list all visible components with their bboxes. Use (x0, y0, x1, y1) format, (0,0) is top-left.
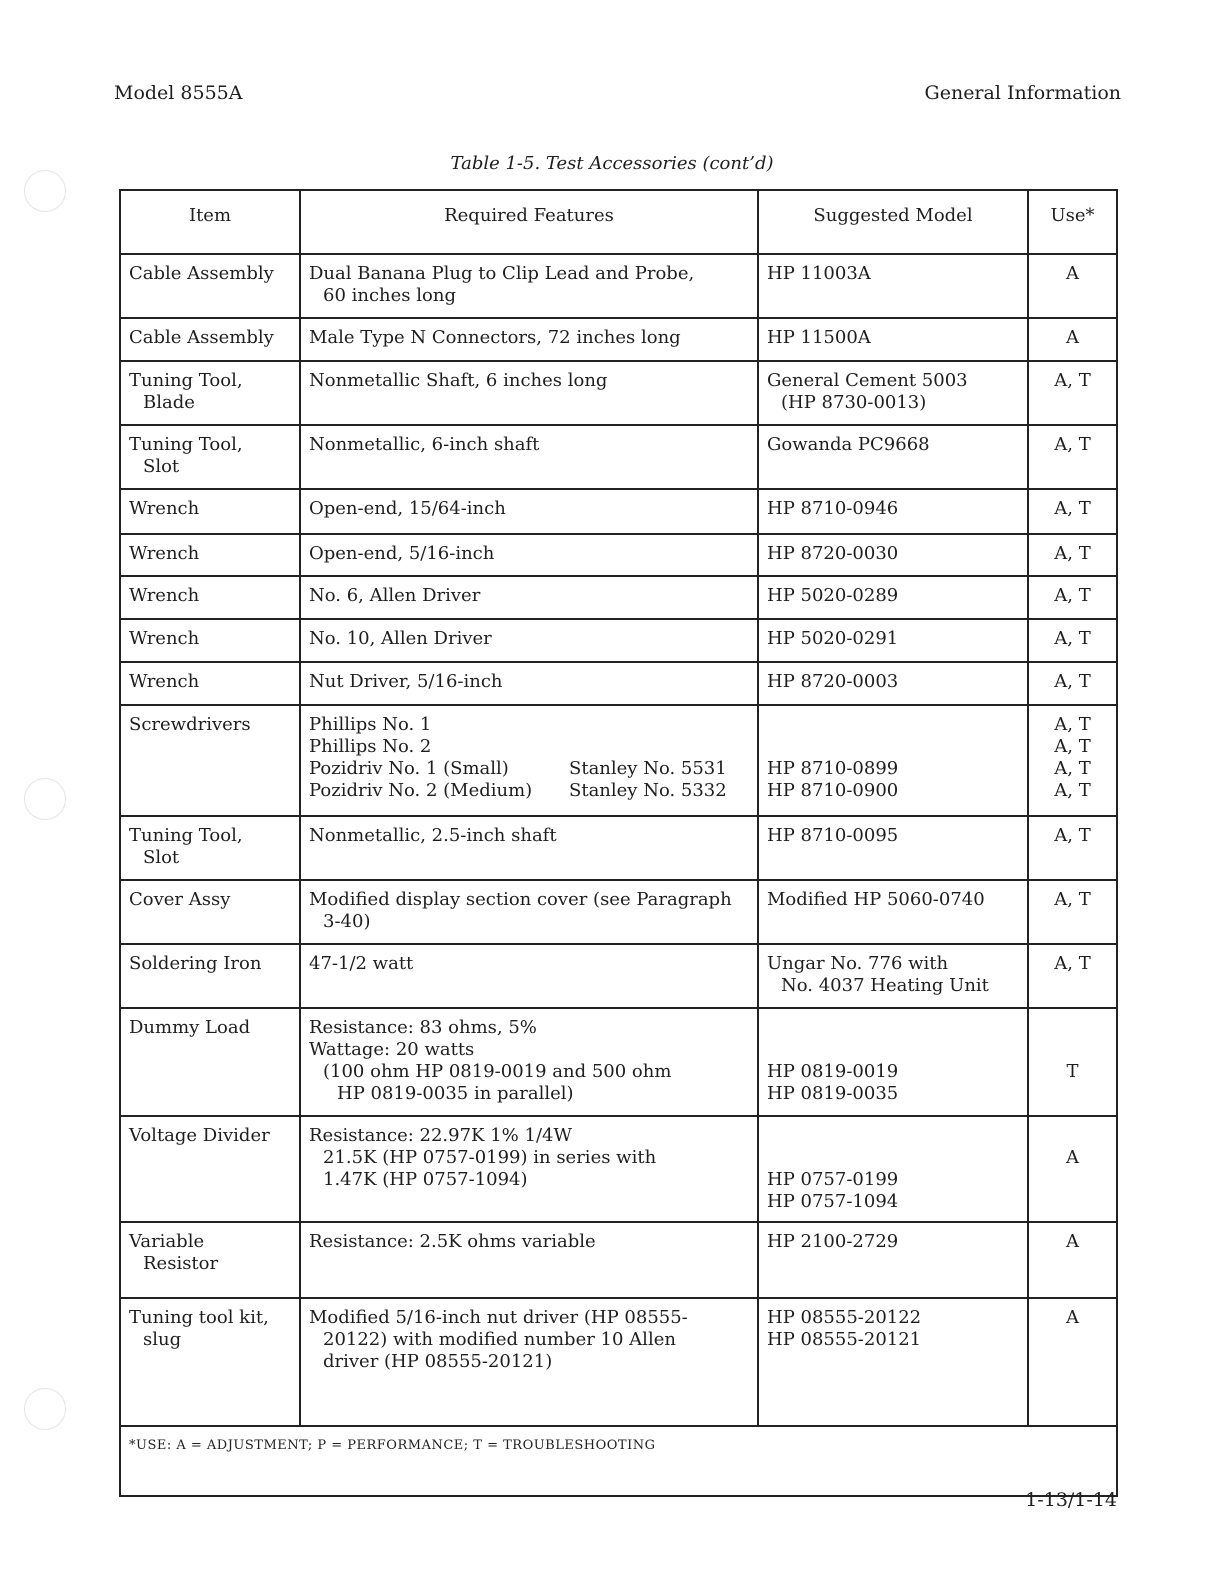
cell-line: Cable Assembly (129, 327, 274, 348)
cell-line: A, T (1054, 370, 1091, 391)
features-cell (300, 1008, 758, 1116)
use-cell (1028, 576, 1117, 619)
table-row (120, 489, 1117, 534)
features-cell (300, 619, 758, 662)
use-cell (1028, 534, 1117, 576)
item-cell (120, 534, 300, 576)
model-cell (758, 425, 1028, 489)
cell-line: A, T (1054, 671, 1091, 692)
cell-line: HP 11003A (767, 263, 871, 284)
item-cell (120, 662, 300, 705)
column-header-features: Required Features (300, 190, 758, 254)
cell-line: HP 08555-20122 (767, 1307, 922, 1328)
model-spacer (767, 1125, 1019, 1169)
use-cell (1028, 1298, 1117, 1426)
cell-line: Dummy Load (129, 1017, 251, 1038)
table-row (120, 705, 1117, 816)
cell-line: HP 2100-2729 (767, 1231, 899, 1252)
model-cell (758, 534, 1028, 576)
cell-line: A (1066, 263, 1079, 284)
cell-line: A (1066, 1147, 1079, 1168)
use-cell (1028, 705, 1117, 816)
cell-line: Modified 5/16-inch nut driver (HP 08555- (309, 1307, 688, 1328)
column-header-model: Suggested Model (758, 190, 1028, 254)
column-header-use: Use* (1028, 190, 1117, 254)
cell-line: Cable Assembly (129, 263, 274, 284)
table-row (120, 254, 1117, 318)
cell-line: HP 8720-0003 (767, 671, 899, 692)
table-row (120, 880, 1117, 944)
model-header: Model 8555A (114, 82, 243, 104)
table-body (120, 254, 1117, 1426)
cell-line: 21.5K (HP 0757-0199) in series with (323, 1147, 657, 1168)
cell-line: Variable (129, 1231, 205, 1252)
features-cell (300, 425, 758, 489)
cell-line: Wrench (129, 585, 200, 606)
cell-line: Wattage: 20 watts (309, 1039, 475, 1060)
table-caption: Table 1-5. Test Accessories (cont’d) (450, 153, 774, 174)
item-cell (120, 1298, 300, 1426)
footnote: *USE: A = ADJUSTMENT; P = PERFORMANCE; T = TROUBLESHOOTING (120, 1426, 1117, 1496)
features-cell (300, 361, 758, 425)
table-row (120, 576, 1117, 619)
cell-line: No. 10, Allen Driver (309, 628, 492, 649)
model-spacer (767, 1017, 1019, 1061)
item-cell (120, 619, 300, 662)
cell-line: HP 0819-0035 in parallel) (337, 1083, 574, 1104)
cell-line: A, T (1054, 434, 1091, 455)
table-row (120, 1116, 1117, 1222)
screwdriver-type: Pozidriv No. 1 (Small) (309, 758, 509, 779)
cell-line: Wrench (129, 628, 200, 649)
cell-line: Resistor (143, 1253, 219, 1274)
cell-line: A (1066, 327, 1079, 348)
model-cell (758, 1116, 1028, 1222)
cell-line: Nut Driver, 5/16-inch (309, 671, 503, 692)
table-header-row (120, 190, 1117, 254)
features-cell (300, 705, 758, 816)
cell-line: HP 0757-0199 (767, 1169, 899, 1190)
table-row (120, 1008, 1117, 1116)
item-cell (120, 880, 300, 944)
model-cell (758, 662, 1028, 705)
features-cell (300, 944, 758, 1008)
table-row (120, 619, 1117, 662)
cell-line: Nonmetallic, 2.5-inch shaft (309, 825, 557, 846)
cell-line: A, T (1054, 953, 1091, 974)
use-cell (1028, 619, 1117, 662)
table-row (120, 1298, 1117, 1426)
features-cell (300, 880, 758, 944)
screwdriver-alt-model: Stanley No. 5332 (569, 780, 727, 801)
cell-line: Wrench (129, 543, 200, 564)
cell-line: Screwdrivers (129, 714, 251, 735)
item-cell (120, 425, 300, 489)
cell-line: Wrench (129, 671, 200, 692)
cell-line: HP 0819-0019 (767, 1061, 899, 1082)
cell-line: Open-end, 15/64-inch (309, 498, 506, 519)
item-cell (120, 1008, 300, 1116)
cell-line: Modified HP 5060-0740 (767, 889, 985, 910)
item-cell (120, 1116, 300, 1222)
table-row (120, 1222, 1117, 1298)
cell-line: Resistance: 22.97K 1% 1/4W (309, 1125, 572, 1146)
cell-line: 47-1/2 watt (309, 953, 414, 974)
cell-line: No. 4037 Heating Unit (781, 975, 989, 996)
use-cell (1028, 425, 1117, 489)
screwdriver-type: Pozidriv No. 2 (Medium) (309, 780, 533, 801)
features-cell (300, 318, 758, 361)
use-cell (1028, 662, 1117, 705)
screwdriver-line (309, 736, 749, 758)
screwdriver-line (309, 714, 749, 736)
cell-line: Cover Assy (129, 889, 231, 910)
cell-line: Tuning Tool, (129, 434, 243, 455)
cell-line: No. 6, Allen Driver (309, 585, 481, 606)
features-cell (300, 1116, 758, 1222)
model-cell (758, 1008, 1028, 1116)
screwdriver-model (767, 736, 1019, 758)
screwdriver-line (309, 780, 749, 802)
cell-line: Resistance: 83 ohms, 5% (309, 1017, 537, 1038)
cell-line: slug (143, 1329, 182, 1350)
column-header-item: Item (120, 190, 300, 254)
model-cell (758, 576, 1028, 619)
cell-line: HP 08555-20121 (767, 1329, 922, 1350)
cell-line: Ungar No. 776 with (767, 953, 949, 974)
screwdriver-type: Phillips No. 2 (309, 736, 432, 757)
cell-line: A, T (1054, 825, 1091, 846)
cell-line: Voltage Divider (129, 1125, 270, 1146)
screwdriver-type: Phillips No. 1 (309, 714, 432, 735)
cell-line: Nonmetallic Shaft, 6 inches long (309, 370, 608, 391)
cell-line: Nonmetallic, 6-inch shaft (309, 434, 540, 455)
features-cell (300, 254, 758, 318)
punch-hole-bottom (24, 1388, 66, 1430)
cell-line: A, T (1054, 714, 1091, 735)
use-cell (1028, 489, 1117, 534)
cell-line: 60 inches long (323, 285, 456, 306)
model-cell (758, 944, 1028, 1008)
use-cell (1028, 1008, 1117, 1116)
table-row (120, 816, 1117, 880)
cell-line: Blade (143, 392, 195, 413)
model-cell (758, 361, 1028, 425)
cell-line: (100 ohm HP 0819-0019 and 500 ohm (323, 1061, 672, 1082)
model-cell (758, 1298, 1028, 1426)
cell-line: A, T (1054, 628, 1091, 649)
features-cell (300, 489, 758, 534)
cell-line: General Cement 5003 (767, 370, 968, 391)
table-row (120, 425, 1117, 489)
model-cell (758, 705, 1028, 816)
cell-line: 20122) with modified number 10 Allen (323, 1329, 676, 1350)
model-cell (758, 619, 1028, 662)
model-cell (758, 254, 1028, 318)
features-cell (300, 534, 758, 576)
model-cell (758, 880, 1028, 944)
features-cell (300, 662, 758, 705)
cell-line: HP 8710-0946 (767, 498, 899, 519)
cell-line: Tuning Tool, (129, 825, 243, 846)
cell-line: Dual Banana Plug to Clip Lead and Probe, (309, 263, 695, 284)
use-cell (1028, 254, 1117, 318)
item-cell (120, 816, 300, 880)
cell-line: A, T (1054, 498, 1091, 519)
table-row (120, 534, 1117, 576)
cell-line: (HP 8730-0013) (781, 392, 927, 413)
screwdriver-model: HP 8710-0899 (767, 758, 899, 779)
use-spacer (1037, 1017, 1108, 1061)
section-header: General Information (924, 82, 1121, 104)
item-cell (120, 1222, 300, 1298)
model-cell (758, 816, 1028, 880)
cell-line: Gowanda PC9668 (767, 434, 930, 455)
punch-hole-middle (24, 778, 66, 820)
cell-line: A, T (1054, 758, 1091, 779)
table-row (120, 944, 1117, 1008)
use-cell (1028, 1116, 1117, 1222)
footnote-row (120, 1426, 1117, 1496)
cell-line: Open-end, 5/16-inch (309, 543, 495, 564)
item-cell (120, 318, 300, 361)
cell-line: A (1066, 1307, 1079, 1328)
cell-line: Tuning Tool, (129, 370, 243, 391)
cell-line: HP 5020-0289 (767, 585, 899, 606)
table-row (120, 318, 1117, 361)
item-cell (120, 254, 300, 318)
table-row (120, 662, 1117, 705)
cell-line: HP 8720-0030 (767, 543, 899, 564)
use-cell (1028, 361, 1117, 425)
features-cell (300, 1298, 758, 1426)
item-cell (120, 489, 300, 534)
cell-line: A, T (1054, 889, 1091, 910)
cell-line: HP 8710-0095 (767, 825, 899, 846)
cell-line: A, T (1054, 543, 1091, 564)
cell-line: Slot (143, 847, 180, 868)
cell-line: A, T (1054, 585, 1091, 606)
punch-hole-top (24, 170, 66, 212)
cell-line: T (1066, 1061, 1079, 1082)
cell-line: 1.47K (HP 0757-1094) (323, 1169, 528, 1190)
cell-line: Tuning tool kit, (129, 1307, 269, 1328)
use-cell (1028, 816, 1117, 880)
use-cell (1028, 944, 1117, 1008)
features-cell (300, 576, 758, 619)
cell-line: Resistance: 2.5K ohms variable (309, 1231, 596, 1252)
test-accessories-table (119, 189, 1118, 1497)
cell-line: Modified display section cover (see Paragraph (309, 889, 732, 910)
use-cell (1028, 880, 1117, 944)
model-cell (758, 489, 1028, 534)
screwdriver-model: HP 8710-0900 (767, 780, 899, 801)
use-cell (1028, 1222, 1117, 1298)
item-cell (120, 944, 300, 1008)
item-cell (120, 705, 300, 816)
cell-line: A (1066, 1231, 1079, 1252)
cell-line: driver (HP 08555-20121) (323, 1351, 553, 1372)
screwdriver-alt-model: Stanley No. 5531 (569, 758, 727, 779)
screwdriver-line (309, 758, 749, 780)
cell-line: Slot (143, 456, 180, 477)
cell-line: 3-40) (323, 911, 371, 932)
use-spacer (1037, 1125, 1108, 1147)
features-cell (300, 1222, 758, 1298)
screwdriver-model (767, 714, 1019, 736)
cell-line: Male Type N Connectors, 72 inches long (309, 327, 681, 348)
model-cell (758, 318, 1028, 361)
cell-line: Wrench (129, 498, 200, 519)
item-cell (120, 361, 300, 425)
cell-line: HP 5020-0291 (767, 628, 899, 649)
table-row (120, 361, 1117, 425)
features-cell (300, 816, 758, 880)
model-cell (758, 1222, 1028, 1298)
cell-line: HP 0757-1094 (767, 1191, 899, 1212)
cell-line: A, T (1054, 736, 1091, 757)
cell-line: Soldering Iron (129, 953, 262, 974)
cell-line: HP 11500A (767, 327, 871, 348)
cell-line: HP 0819-0035 (767, 1083, 899, 1104)
cell-line: A, T (1054, 780, 1091, 801)
use-cell (1028, 318, 1117, 361)
item-cell (120, 576, 300, 619)
page-number: 1-13/1-14 (1025, 1489, 1117, 1511)
